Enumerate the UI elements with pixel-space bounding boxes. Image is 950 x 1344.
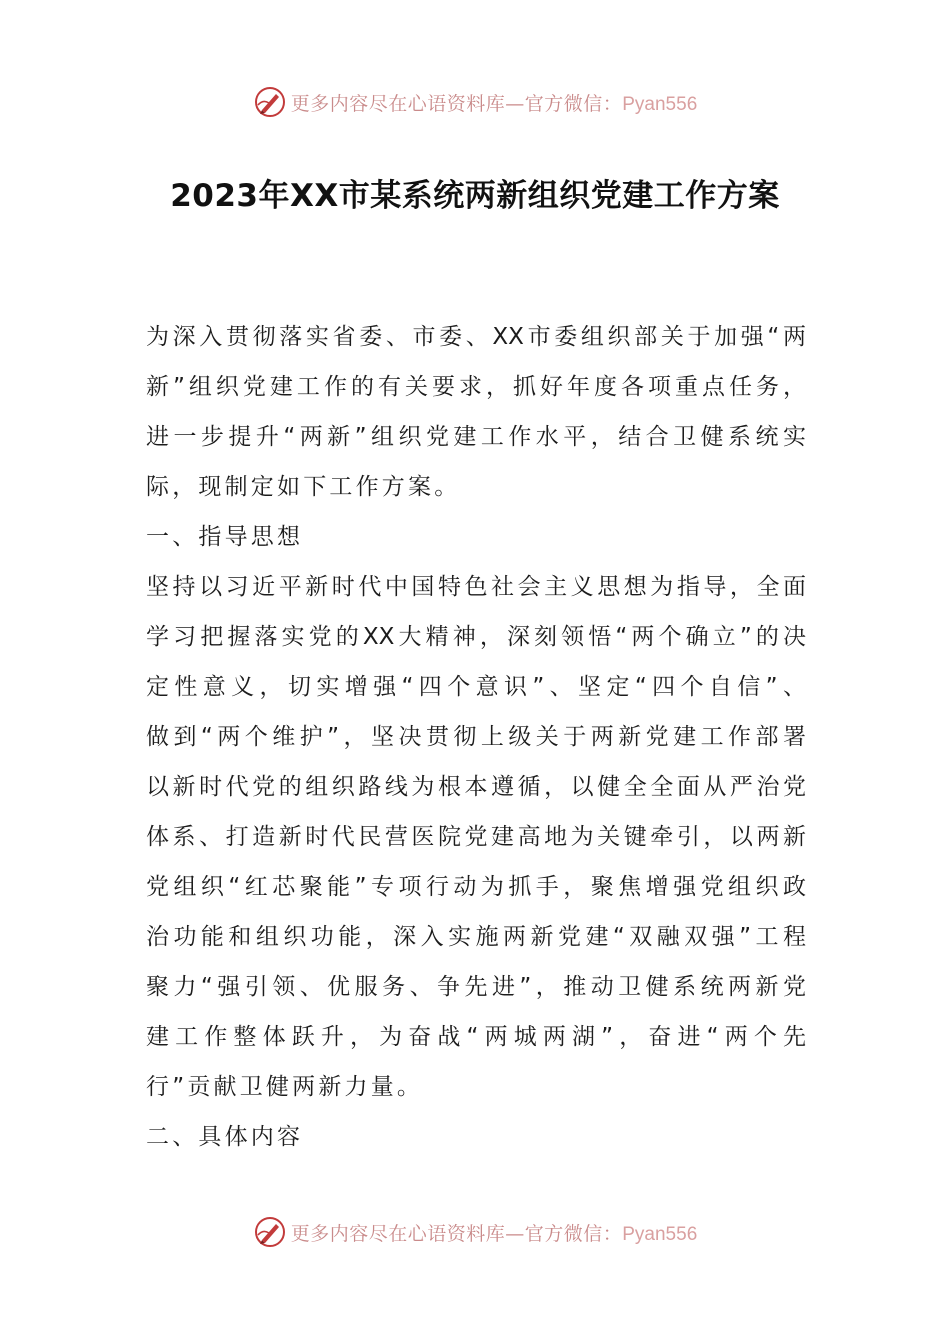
document-body (146, 312, 806, 1162)
body-line: 进一步提升“两新”组织党建工作水平，结合卫健系统实 (146, 424, 806, 450)
body-line: 学习把握落实党的XX大精神，深刻领悟“两个确立”的决 (146, 624, 806, 650)
body-line: 体系、打造新时代民营医院党建高地为关键牵引，以两新 (146, 824, 806, 850)
watermark-wechat-id: Pyan556 (622, 1223, 698, 1245)
body-line: 为深入贯彻落实省委、市委、XX市委组织部关于加强“两 (146, 324, 806, 350)
document-title: 2023年XX市某系统两新组织党建工作方案 (170, 178, 780, 214)
watermark-label: 更多内容尽在心语资料库—官方微信： (290, 92, 623, 115)
watermark-wechat-id: Pyan556 (622, 93, 698, 115)
body-line: 建工作整体跃升，为奋战“两城两湖”，奋进“两个先 (146, 1024, 806, 1050)
body-line: 际，现制定如下工作方案。 (146, 474, 461, 500)
body-line: 聚力“强引领、优服务、争先进”，推动卫健系统两新党 (146, 974, 806, 1000)
pen-logo-icon (253, 1215, 287, 1249)
watermark-header (0, 82, 950, 122)
body-line: 以新时代党的组织路线为根本遵循，以健全全面从严治党 (146, 774, 806, 800)
body-line: 党组织“红芯聚能”专项行动为抓手，聚焦增强党组织政 (146, 874, 806, 900)
watermark-text (291, 89, 698, 116)
watermark-text (291, 1219, 698, 1246)
section-heading-guiding-thought: 一、指导思想 (146, 524, 304, 550)
body-line: 定性意义，切实增强“四个意识”、坚定“四个自信”、 (146, 674, 806, 700)
body-line: 新”组织党建工作的有关要求，抓好年度各项重点任务， (146, 374, 806, 400)
body-line: 做到“两个维护”，坚决贯彻上级关于两新党建工作部署 (146, 724, 806, 750)
body-line: 坚持以习近平新时代中国特色社会主义思想为指导，全面 (146, 574, 806, 600)
pen-logo-icon (253, 85, 287, 119)
section-heading-specific-content: 二、具体内容 (146, 1124, 304, 1150)
body-line: 治功能和组织功能，深入实施两新党建“双融双强”工程 (146, 924, 806, 950)
body-line: 行”贡献卫健两新力量。 (146, 1074, 424, 1100)
watermark-footer (0, 1212, 950, 1252)
watermark-label: 更多内容尽在心语资料库—官方微信： (290, 1222, 623, 1245)
